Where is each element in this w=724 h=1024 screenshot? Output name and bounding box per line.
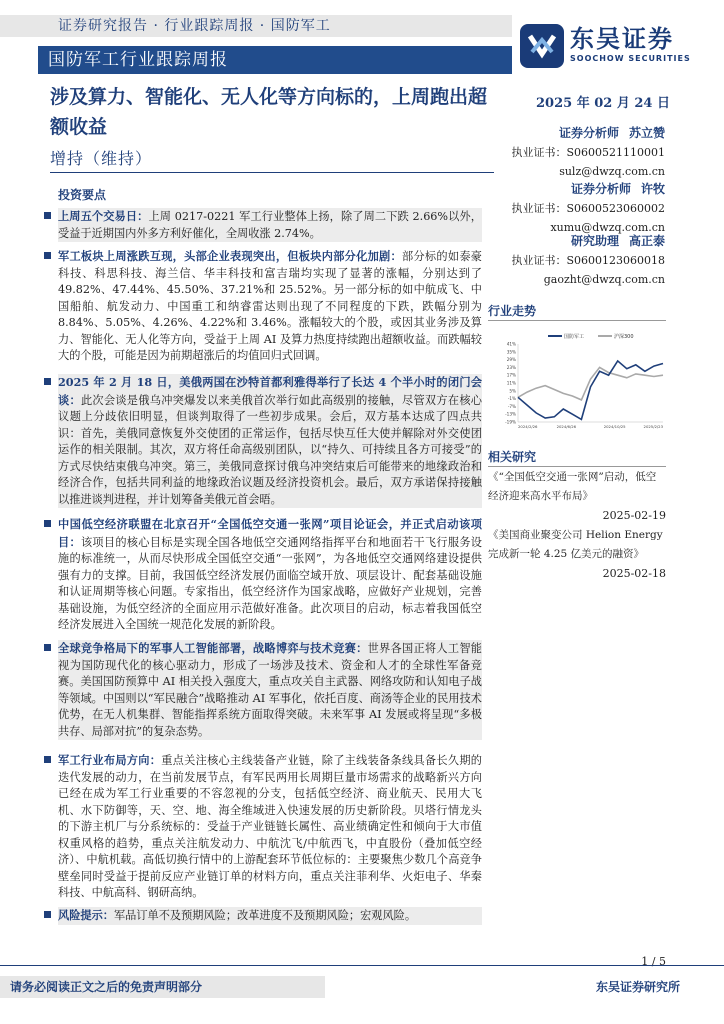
analyst-license: 执业证书：S0600523060002 bbox=[511, 202, 665, 215]
highlight-lead: 军工板块上周涨跌互现，头部企业表现突出，但板块内部分化加剧： bbox=[58, 249, 402, 263]
rating: 增持（维持） bbox=[50, 149, 153, 168]
y-tick-label: 29% bbox=[506, 357, 516, 363]
y-tick-label: 5% bbox=[509, 388, 516, 394]
bullet-icon bbox=[44, 252, 51, 259]
bullet-icon bbox=[44, 756, 51, 763]
highlight-text: 世界各国正将人工智能视为国防现代化的核心驱动力，形成了一场涉及技术、资金和人才的全球性军备竞赛。美国国防预算中 AI 相关投入强度大，重点攻关自主武器、网络攻防和认知电子战等领域。中国则以“军民融合”战略推动 AI 军事化，依托百度、商汤等企业的民用技术优势，在无人机集群、智能指挥系统方面取得突破。未来军事 AI 发展或将呈现“多极共存、局部对抗”的复杂态势。 bbox=[58, 642, 482, 738]
y-tick-label: 35% bbox=[506, 349, 516, 355]
logo-text-en: SOOCHOW SECURITIES bbox=[570, 54, 691, 63]
related-divider bbox=[488, 466, 666, 467]
disclaimer: 请务必阅读正文之后的免责声明部分 bbox=[0, 976, 325, 998]
analyst-email[interactable]: xumu@dwzq.com.cn bbox=[550, 221, 665, 234]
highlight-item bbox=[58, 516, 482, 634]
y-tick-label: 17% bbox=[506, 372, 516, 378]
related-item-title[interactable]: 《“全国低空交通一张网”启动，低空经济迎来高水平布局》 bbox=[488, 471, 657, 502]
y-tick-label: -13% bbox=[505, 411, 516, 417]
x-tick-label: 2024/10/25 bbox=[603, 424, 626, 429]
trend-divider bbox=[488, 320, 666, 321]
bullet-icon bbox=[44, 644, 51, 651]
related-research-title: 相关研究 bbox=[488, 450, 537, 464]
related-item[interactable] bbox=[488, 468, 666, 525]
highlight-text: 重点关注核心主线装备产业链，除了主线装备条线具备长久期的迭代发展的动力，在当前发展节点，有军民两用长周期巨量市场需求的战略新兴方向已经在成为军工行业重要的不容忽视的分支，包括低空经济、商业航天、民用大飞机、水下防御等，天、空、地、海全维域进入快速发展的历史新阶段。贝塔行情龙头的下游主机厂与分系统标的：受益于产业链链长属性、高业绩确定性和倾向于大市值权重风格的趋势，重点关注航发动力、中航沈飞/中航西飞，中直股份（叠加低空经济）、中航机载。高低切换行情中的上游配套环节低位标的：主要聚焦少数几个高竞争壁垒同时受益于提前反应产业链订单的材料方向，重点关注菲利华、火炬电子、华秦科技、中航高科、钢研高纳。 bbox=[58, 754, 482, 899]
highlight-item bbox=[58, 907, 482, 925]
highlight-text: 部分标的如泰豪科技、科思科技、海兰信、华丰科技和富吉瑞均实现了显著的涨幅，分别达到了 49.82%、47.44%、45.50%、37.21%和 25.52%。另一部分标的如中航成飞、中国船舶、航发动力、中国重工和纳睿雷达则出现了不同程度的下跌，跌幅分别为 8.84%、5.05%、4.26%、4.22%和 3.46%。涨幅较大的个股，或因其业务涉及算力、智能化、无人化等方向，受益于上周 AI 及算力热度持续跑出超额收益。而跌幅较大的个股，可能是因为前期超涨后的均值回归式回调。 bbox=[58, 250, 482, 362]
highlight-text: 上周 0217-0221 军工行业整体上扬，除了周二下跌 2.66%以外，受益于近期国内外多方利好催化，全周收涨 2.74%。 bbox=[58, 210, 482, 240]
report-headline: 涉及算力、智能化、无人化等方向标的，上周跑出超额收益 bbox=[50, 86, 488, 138]
report-type-bar: 国防军工行业跟踪周报 bbox=[38, 46, 512, 74]
y-tick-label: -7% bbox=[507, 403, 516, 409]
x-tick-label: 2024/6/26 bbox=[556, 424, 577, 429]
analyst-email[interactable]: gaozht@dwzq.com.cn bbox=[543, 273, 665, 286]
highlight-text: 该项目的核心目标是实现全国各地低空交通网络指挥平台和地面若干飞行服务设施的标准统一，从而尽快形成全国低空交通“一张网”，为各地低空交通网络建设提供强有力的支撑。目前，我国低空经济发展仍面临空域开放、项层设计、配套基础设施和认证周期等核心问题。专家指出，低空经济作为国家战略，应做好产业规划，完善基础设施，为低空经济的全面应用示范做好准备。此次项目的启动，标志着我国低空经济发展进入全国统一规范化发展的新阶段。 bbox=[58, 535, 482, 631]
highlight-lead: 全球竞争格局下的军事人工智能部署，战略博弈与技术竞赛： bbox=[58, 641, 368, 655]
highlight-item bbox=[58, 640, 482, 740]
institute-name: 东吴证券研究所 bbox=[595, 980, 680, 994]
highlight-lead: 风险提示： bbox=[58, 908, 114, 922]
bullet-icon bbox=[44, 378, 51, 385]
highlight-item bbox=[58, 208, 482, 242]
analyst-license: 执业证书：S0600123060018 bbox=[511, 254, 665, 267]
analyst-name: 高正泰 bbox=[628, 234, 665, 248]
highlight-lead: 军工行业布局方向： bbox=[58, 753, 162, 767]
company-logo bbox=[520, 24, 700, 68]
analyst-3 bbox=[505, 232, 665, 289]
logo-icon bbox=[520, 24, 564, 68]
series-line-hs300 bbox=[518, 367, 663, 400]
analyst-role: 研究助理 bbox=[570, 234, 619, 248]
series-line-defense bbox=[518, 361, 663, 420]
x-tick-label: 2024/2/26 bbox=[518, 424, 538, 429]
highlight-item bbox=[58, 374, 482, 508]
breadcrumb: 证券研究报告 · 行业跟踪周报 · 国防军工 bbox=[0, 15, 512, 37]
y-tick-label: -1% bbox=[507, 396, 516, 402]
related-item[interactable] bbox=[488, 526, 666, 583]
highlight-text: 军品订单不及预期风险；改革进度不及预期风险；宏观风险。 bbox=[113, 909, 417, 922]
analyst-role: 证券分析师 bbox=[558, 126, 619, 140]
y-tick-label: -19% bbox=[505, 419, 516, 425]
report-date: 2025 年 02 月 24 日 bbox=[536, 96, 670, 111]
y-tick-label: 11% bbox=[506, 380, 516, 386]
analyst-name: 苏立赞 bbox=[628, 126, 665, 140]
legend-label-a: 国防军工 bbox=[564, 334, 585, 340]
related-item-date: 2025-02-19 bbox=[602, 509, 666, 522]
analyst-license: 执业证书：S0600521110001 bbox=[511, 146, 665, 159]
related-item-title[interactable]: 《美国商业聚变公司 Helion Energy 完成新一轮 4.25 亿美元的融资》 bbox=[488, 529, 663, 560]
headline-divider bbox=[50, 172, 494, 173]
trend-chart bbox=[498, 330, 668, 430]
bullet-icon bbox=[44, 911, 51, 918]
highlight-lead: 中国低空经济联盟在北京召开“全国低空交通一张网”项目论证会，并正式启动该项目： bbox=[58, 517, 482, 549]
highlight-lead: 上周五个交易日： bbox=[58, 209, 149, 223]
highlight-lead: 2025 年 2 月 18 日，美俄两国在沙特首都利雅得举行了长达 4 个半小时的闭门会谈： bbox=[58, 375, 482, 407]
y-tick-label: 23% bbox=[506, 364, 516, 370]
investment-highlights-title: 投资要点 bbox=[58, 188, 107, 202]
highlight-text: 此次会谈是俄乌冲突爆发以来美俄首次举行如此高级别的接触，尽管双方在核心议题上分歧依旧明显，但谈判取得了一些初步成果。会后，双方基本达成了四点共识：首先，美俄同意恢复外交使团的正常运作，包括尽快互任大使并解除对外交使团运作的相关限制。其次，双方将任命高级别团队，以“持久、可持续且各方可接受”的方式尽快结束俄乌冲突。第三，美俄同意探讨俄乌冲突结束后可能带来的地缘政治和经济合作，包括共同利益的地缘政治议题及经济投资机会。最后，双方承诺保持接触以推进谈判进程，并计划筹备美俄元首会晤。 bbox=[58, 393, 482, 506]
footer-divider bbox=[0, 965, 724, 966]
analyst-email[interactable]: sulz@dwzq.com.cn bbox=[559, 165, 665, 178]
highlight-item bbox=[58, 248, 482, 365]
legend-label-b: 沪深300 bbox=[614, 334, 634, 340]
trend-title: 行业走势 bbox=[488, 304, 537, 318]
bullet-icon bbox=[44, 520, 51, 527]
logo-text-cn: 东吴证券 bbox=[570, 24, 674, 53]
highlight-item bbox=[58, 752, 482, 902]
analyst-name: 许牧 bbox=[640, 182, 665, 196]
analyst-2 bbox=[505, 180, 665, 237]
bullet-icon bbox=[44, 212, 51, 219]
x-tick-label: 2025/2/23 bbox=[643, 424, 663, 429]
related-item-date: 2025-02-18 bbox=[602, 567, 666, 580]
y-tick-label: 41% bbox=[506, 341, 516, 347]
page-number: 1 / 5 bbox=[641, 955, 666, 968]
analyst-1 bbox=[505, 124, 665, 181]
analyst-role: 证券分析师 bbox=[570, 182, 631, 196]
